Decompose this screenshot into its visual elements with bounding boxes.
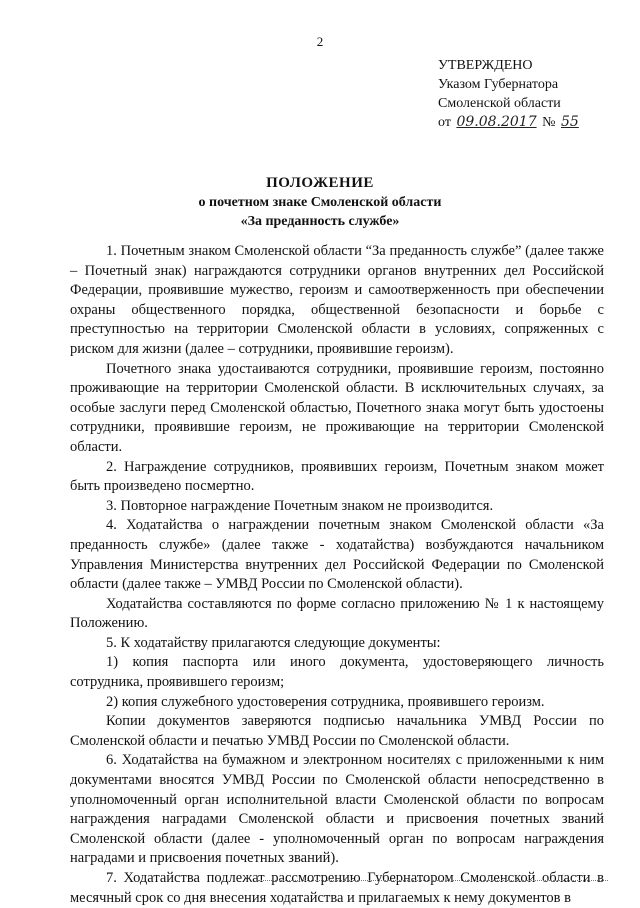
handwritten-number: 55 (560, 114, 579, 130)
title-award-name: «За преданность службе» (240, 214, 400, 229)
paragraph: 5. К ходатайству прилагаются следующие документы: (106, 634, 441, 651)
number-prefix: № (542, 115, 556, 130)
title-main: ПОЛОЖЕНИЕ (266, 175, 374, 191)
paragraph: 6. Ходатайства на бумажном и электронном носителях с приложенными к ним документами вносятся УМВД России по Смоленской области непосредственно в уполномоченный орган исполнительной власти Смоленской области по вопросам награждения наградами Смоленской области и присвоения почетных званий Смоленской области (далее - уполномоченный орган по вопросам награждения наградами и присвоения почетных званий). (70, 752, 604, 867)
paragraph: 7. Ходатайства подлежат рассмотрению Губернатором Смоленской области в месячный срок со дня внесения ходатайства и прилагаемых к нему документов в (70, 870, 604, 906)
approval-stamp (438, 56, 581, 132)
approval-date-line (438, 113, 581, 132)
document-title (0, 174, 640, 231)
footer-divider (258, 880, 608, 881)
paragraph: 4. Ходатайства о награждении почетным знаком Смоленской области «За преданность службе» (далее также - ходатайства) возбуждаются начальником Управления Министерства внутренних дел Российской Федерации по Смоленской области (далее также – УМВД России по Смоленской области). (70, 517, 604, 593)
paragraph: 1. Почетным знаком Смоленской области “За преданность службе” (далее также – Почетный знак) награждаются сотрудники органов внутренних дел Российской Федерации, проявившие мужество, героизм и самоотверженность при обеспечении охраны общественного порядка, общественной безопасности и борьбе с преступностью на территории Смоленской области в условиях, сопряженных с риском для жизни (далее – сотрудники, проявившие героизм). (70, 243, 604, 357)
page-number: 2 (316, 34, 324, 49)
paragraph: 3. Повторное награждение Почетным знаком не производится. (106, 497, 494, 514)
paragraph: 2) копия служебного удостоверения сотрудника, проявившего героизм. (106, 693, 545, 710)
title-subtitle: о почетном знаке Смоленской области (198, 195, 442, 210)
paragraph: 1) копия паспорта или иного документа, удостоверяющего личность сотрудника, проявившего героизм; (70, 654, 604, 691)
approval-title: УТВЕРЖДЕНО (438, 58, 533, 73)
approval-region: Смоленской области (438, 96, 561, 111)
paragraph: 2. Награждение сотрудников, проявивших героизм, Почетным знаком может быть произведено посмертно. (70, 458, 604, 495)
handwritten-date: 09.08.2017 (456, 114, 537, 130)
document-body (70, 242, 604, 908)
paragraph: Копии документов заверяются подписью начальника УМВД России по Смоленской области и печатью УМВД России по Смоленской области. (70, 713, 604, 749)
paragraph: Почетного знака удостаиваются сотрудники, проявившие героизм, постоянно проживающие на территории Смоленской области. В исключительных случаях, за особые заслуги перед Смоленской областью, Почетного знака могут быть удостоены сотрудники, проявившие героизм, не проживающие на территории Смоленской области. (70, 360, 604, 455)
paragraph: Ходатайства составляются по форме согласно приложению № 1 к настоящему Положению. (70, 595, 604, 632)
date-prefix: от (438, 115, 451, 130)
approval-issuer: Указом Губернатора (438, 77, 559, 92)
